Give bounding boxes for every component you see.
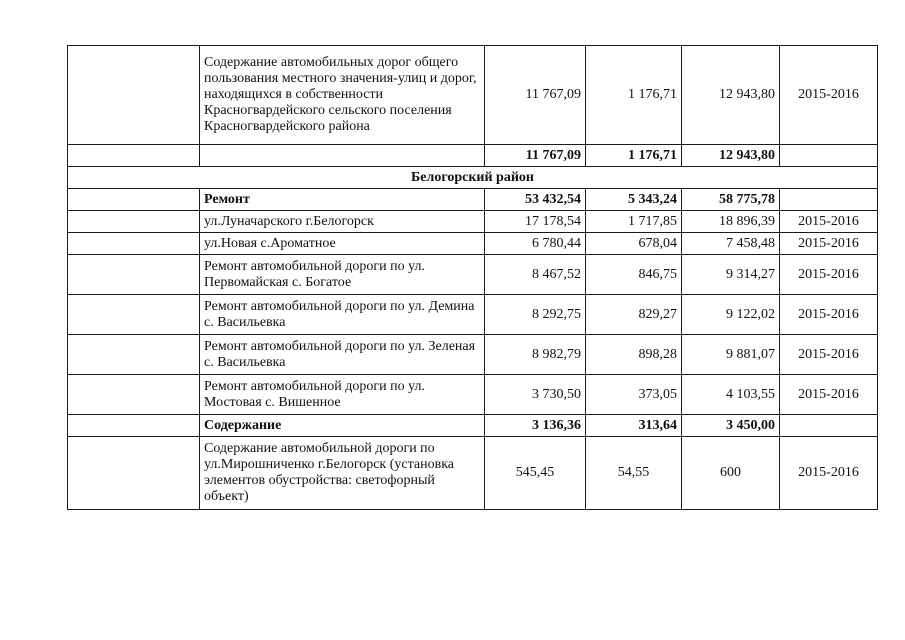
item-name-cell: Содержание автомобильных дорог общего пользования местного значения-улиц и дорог, находящихся в собственности Красногвардейского сельского поселения Красногвардейского района: [200, 46, 485, 145]
table-row: [68, 46, 878, 145]
group-name-cell: Ремонт: [200, 189, 485, 211]
period-cell: [780, 415, 878, 437]
amount-cell-3: 12 943,80: [682, 46, 780, 145]
amount-cell-3: 9 122,02: [682, 295, 780, 335]
amount-cell-2: 829,27: [586, 295, 682, 335]
period-cell: [780, 145, 878, 167]
amount-cell-3: 9 881,07: [682, 335, 780, 375]
amount-cell-1: 3 136,36: [485, 415, 586, 437]
table-row: [68, 295, 878, 335]
index-cell: [68, 46, 200, 145]
group-row: [68, 189, 878, 211]
subtotal-row: [68, 145, 878, 167]
item-name-cell: Ремонт автомобильной дороги по ул. Зеленая с. Васильевка: [200, 335, 485, 375]
amount-cell-1: 8 292,75: [485, 295, 586, 335]
amount-cell-3: 12 943,80: [682, 145, 780, 167]
amount-cell-1: 53 432,54: [485, 189, 586, 211]
period-cell: 2015-2016: [780, 255, 878, 295]
item-name-cell: ул.Луначарского г.Белогорск: [200, 211, 485, 233]
index-cell: [68, 145, 200, 167]
item-name-cell: Ремонт автомобильной дороги по ул. Первомайская с. Богатое: [200, 255, 485, 295]
group-row: [68, 415, 878, 437]
amount-cell-1: 3 730,50: [485, 375, 586, 415]
index-cell: [68, 233, 200, 255]
amount-cell-2: 373,05: [586, 375, 682, 415]
index-cell: [68, 189, 200, 211]
period-cell: 2015-2016: [780, 437, 878, 510]
period-cell: 2015-2016: [780, 335, 878, 375]
index-cell: [68, 255, 200, 295]
amount-cell-1: 17 178,54: [485, 211, 586, 233]
section-header-row: [68, 167, 878, 189]
index-cell: [68, 415, 200, 437]
amount-cell-1: 545,45: [485, 437, 586, 510]
financing-table: [67, 45, 878, 510]
item-name-cell: ул.Новая с.Ароматное: [200, 233, 485, 255]
index-cell: [68, 295, 200, 335]
table-row: [68, 375, 878, 415]
amount-cell-2: 898,28: [586, 335, 682, 375]
group-name-cell: Содержание: [200, 415, 485, 437]
period-cell: 2015-2016: [780, 211, 878, 233]
amount-cell-3: 58 775,78: [682, 189, 780, 211]
period-cell: 2015-2016: [780, 295, 878, 335]
amount-cell-2: 846,75: [586, 255, 682, 295]
amount-cell-3: 4 103,55: [682, 375, 780, 415]
index-cell: [68, 211, 200, 233]
index-cell: [68, 437, 200, 510]
amount-cell-1: 8 467,52: [485, 255, 586, 295]
amount-cell-2: 313,64: [586, 415, 682, 437]
table-row: [68, 211, 878, 233]
amount-cell-1: 11 767,09: [485, 46, 586, 145]
amount-cell-1: 6 780,44: [485, 233, 586, 255]
section-title: Белогорский район: [68, 167, 878, 189]
index-cell: [68, 335, 200, 375]
period-cell: 2015-2016: [780, 46, 878, 145]
amount-cell-3: 3 450,00: [682, 415, 780, 437]
amount-cell-1: 8 982,79: [485, 335, 586, 375]
item-name-cell: Ремонт автомобильной дороги по ул. Демина с. Васильевка: [200, 295, 485, 335]
item-name-cell: [200, 145, 485, 167]
amount-cell-2: 54,55: [586, 437, 682, 510]
amount-cell-2: 5 343,24: [586, 189, 682, 211]
amount-cell-3: 600: [682, 437, 780, 510]
amount-cell-2: 1 717,85: [586, 211, 682, 233]
amount-cell-2: 678,04: [586, 233, 682, 255]
period-cell: 2015-2016: [780, 233, 878, 255]
amount-cell-2: 1 176,71: [586, 145, 682, 167]
index-cell: [68, 375, 200, 415]
amount-cell-3: 7 458,48: [682, 233, 780, 255]
period-cell: [780, 189, 878, 211]
item-name-cell: Содержание автомобильной дороги по ул.Мирошниченко г.Белогорск (установка элементов обустройства: светофорный объект): [200, 437, 485, 510]
amount-cell-1: 11 767,09: [485, 145, 586, 167]
table-row: [68, 437, 878, 510]
amount-cell-2: 1 176,71: [586, 46, 682, 145]
table-row: [68, 233, 878, 255]
table-row: [68, 255, 878, 295]
period-cell: 2015-2016: [780, 375, 878, 415]
item-name-cell: Ремонт автомобильной дороги по ул. Мостовая с. Вишенное: [200, 375, 485, 415]
amount-cell-3: 9 314,27: [682, 255, 780, 295]
amount-cell-3: 18 896,39: [682, 211, 780, 233]
table-row: [68, 335, 878, 375]
